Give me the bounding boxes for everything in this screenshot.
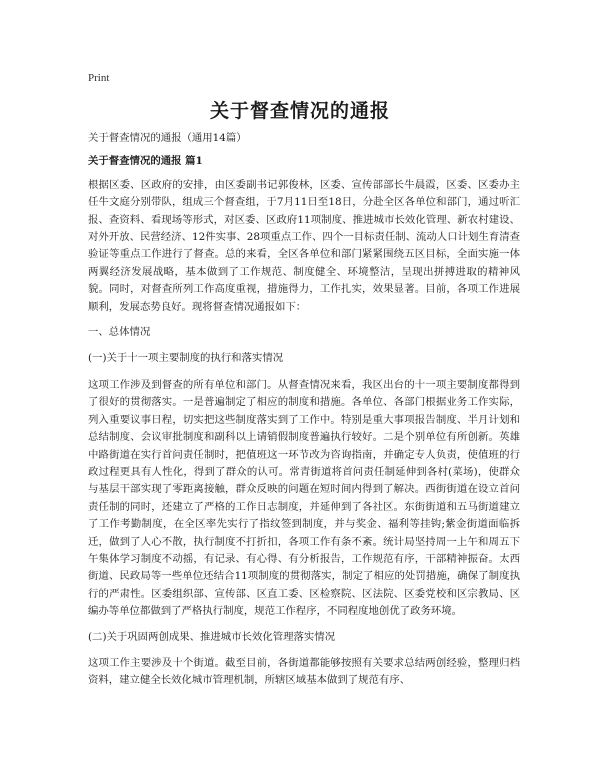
heading-eleven-systems: (一)关于十一项主要制度的执行和落实情况 xyxy=(88,352,284,365)
paragraph-city-management: 这项工作主要涉及十个街道。截至目前，各街道都能够按照有关要求总结两创经验，整理归档资料，建立健全长效化城市管理机制，所辖区域基本做到了规范有序、 xyxy=(88,656,520,687)
print-link[interactable]: Print xyxy=(88,72,110,84)
heading-city-management: (二)关于巩固两创成果、推进城市长效化管理落实情况 xyxy=(88,630,336,643)
document-subtitle: 关于督查情况的通报（通用14篇） xyxy=(88,132,247,144)
intro-paragraph: 根据区委、区政府的安排，由区委副书记郭俊林，区委、宣传部部长牛晨霞，区委、区委办主任牛文庭分别带队，组成三个督查组，于7月11日至18日，分赴全区各单位和部门，通过听汇报、查资料、看现场等形式，对区委、区政府11项制度、推进城市长效化管理、新农村建设、对外开放、民营经济、12件实事、28项重点工作、四个一目标责任制、流动人口计划生育清查验证等重点工作进行了督查。总的来看，全区各单位和部门紧紧围绕五区目标，全面实施一体两翼经济发展战略，基本做到了工作规范、制度健全、环境整洁，呈现出拼搏进取的精神风貌。同时，对督查所列工作高度重视，措施得力，工作扎实，效果显著。目前，各项工作进展顺利，发展态势良好。现将督查情况通报如下： xyxy=(88,178,520,313)
heading-overall: 一、总体情况 xyxy=(88,326,151,339)
document-body xyxy=(88,130,520,698)
paragraph-eleven-systems: 这项工作涉及到督查的所有单位和部门。从督查情况来看，我区出台的十一项主要制度都得到了很好的贯彻落实。一是普遍制定了相应的制度和措施。各单位、各部门根据业务工作实际，列入重要议事日程，切实把这些制度落实到了工作中。特别是重大事项报告制度、半月计划和总结制度、会议审批制度和副科以上请销假制度普遍执行较好。二是个别单位有所创新。英雄中路街道在实行首问责任制时，把值班这一环节改为咨询指南，并确定专人负责，使值班的行政过程更具有人性化，得到了群众的认可。常青街道将首问责任制延伸到各村(菜场)，使群众与基层干部实现了零距离接触，群众反映的问题在短时间内得到了解决。西街街道在设立首问责任制的同时，还建立了严格的工作日志制度，并延伸到了各社区。东街街道和五马街道建立了工作考勤制度，在全区率先实行了指纹签到制度，并与奖金、福利等挂钩;紫金街道面临拆迁，做到了人心不散，执行制度不打折扣，各项工作有条不紊。统计局坚持周一上午和周五下午集体学习制度不动摇，有记录、有心得、有分析报告，工作规范有序，干部精神振奋。太西街道、民政局等一些单位还结合11项制度的贯彻落实，制定了相应的处罚措施，确保了制度执行的严肃性。区委组织部、宣传部、区直工委、区检察院、区法院、区委党校和区宗教局、区编办等单位都做到了严格执行制度，规范工作程序，不同程度地创优了政务环境。 xyxy=(88,378,520,618)
section-heading: 关于督查情况的通报 篇1 xyxy=(88,155,203,168)
document-title: 关于督查情况的通报 xyxy=(209,100,390,122)
